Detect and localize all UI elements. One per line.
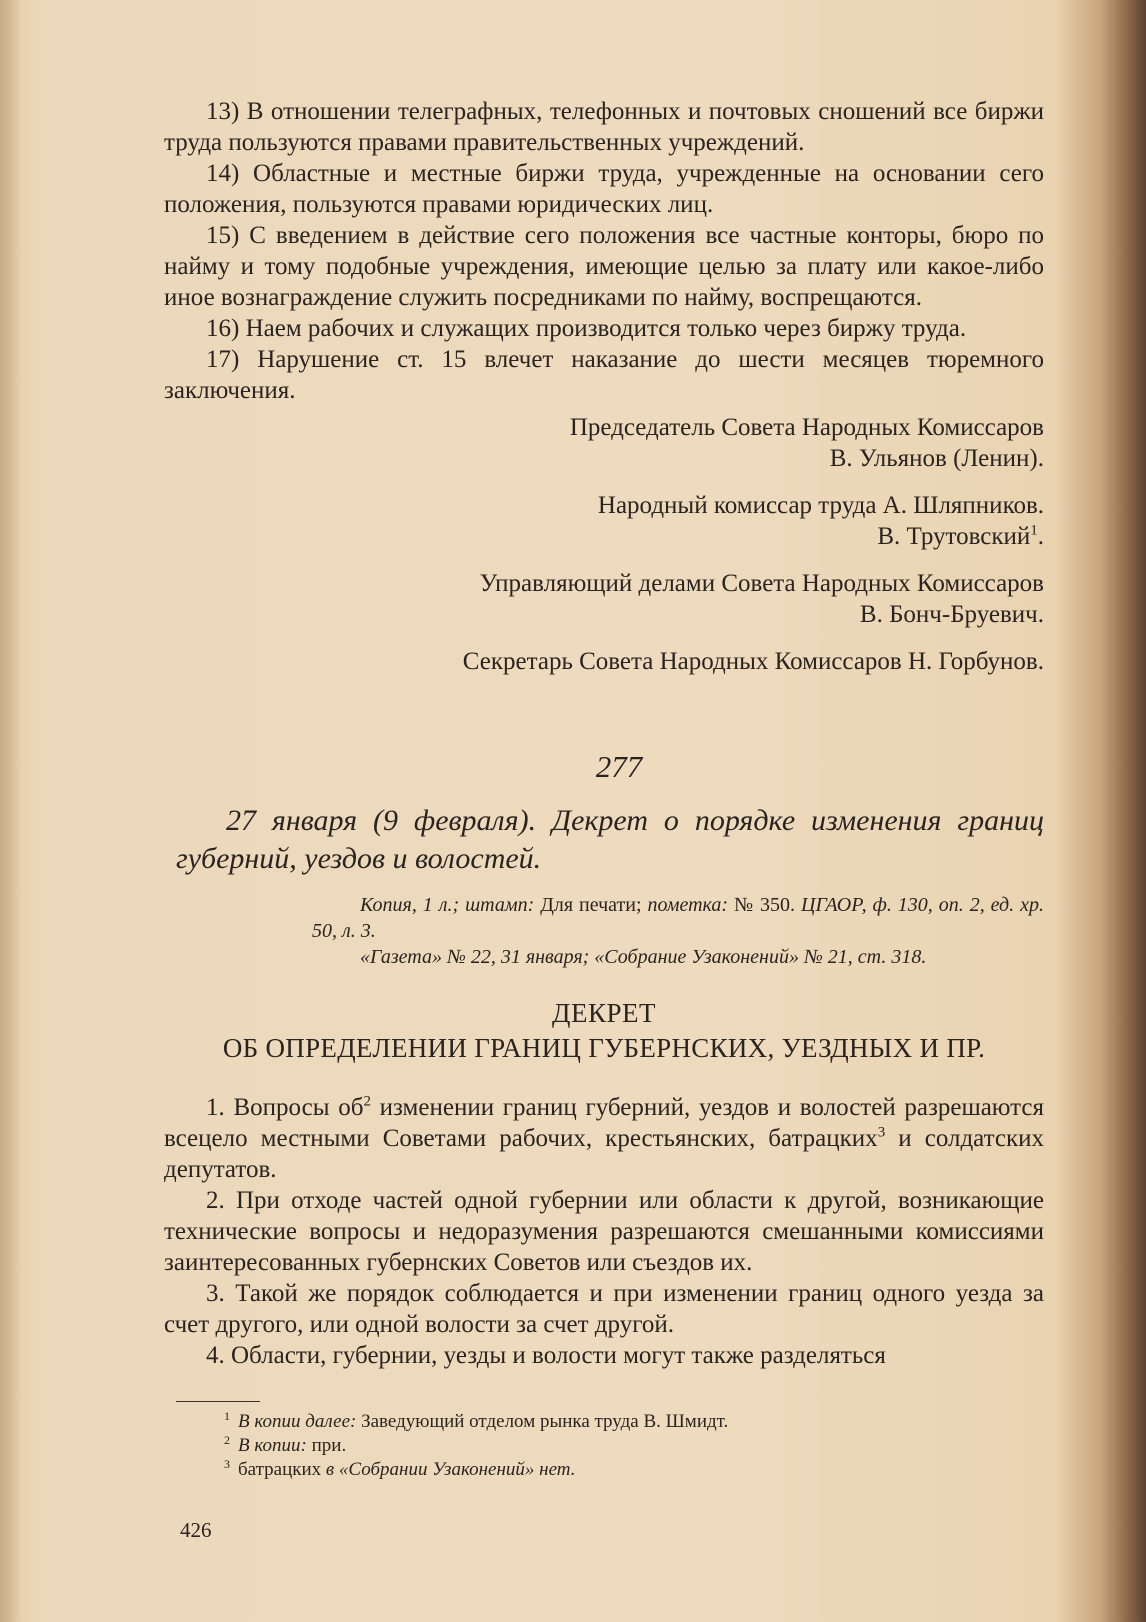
signatures [164,412,1044,677]
paragraph-number: 13) [206,98,240,125]
footnote-mark: 1 [224,1408,230,1423]
decree-items [164,1092,1044,1371]
signature-trutovsky [164,521,1044,552]
document-number: 277 [595,749,643,784]
item-text: изменении границ губерний, уездов и волостей разрешаются всецело местными Советами рабочих, крестьянских, батрацких [164,1094,1044,1152]
footnote-italic: В копии: [238,1435,307,1456]
signature-labor-commissar: Народный комиссар труда А. Шляпников. [597,492,1044,519]
source-line-archive [312,892,1044,944]
signature-manager-title: Управляющий делами Совета Народных Комиссаров [479,570,1044,597]
paragraph-15 [164,220,1044,313]
signature-manager-name: В. Бонч-Бруевич. [859,601,1044,628]
footnote-3 [224,1458,1044,1482]
footnote-text: при. [306,1435,347,1456]
item-text: и солдатских депутатов. [164,1125,1044,1183]
footnote-text: батрацких [238,1459,326,1480]
footnote-italic: в «Собрании Узаконений» нет. [325,1459,576,1480]
source-italic: Копия, 1 л.; штамп: [360,894,535,916]
paragraph-number: 16) [206,315,240,342]
item-text: 1. Вопросы об [206,1094,364,1121]
footnote-ref: 3 [877,1124,886,1141]
decree-item-2: 2. При отходе частей одной губернии или области к другой, возникающие технические вопросы и недоразумения разрешаются смешанными комиссиями заинтересованных губернских Советов или съездов их. [164,1187,1044,1276]
source-italic: ЦГАОР, ф. 130, оп. 2, ед. хр. 50, л. 3. [312,894,1044,942]
source-text: № 350. [728,894,801,916]
paragraph-14 [164,158,1044,220]
footnote-ref: 1 [1030,522,1038,539]
decree-title: ДЕКРЕТ [552,998,656,1028]
footnote-mark: 2 [224,1432,230,1447]
footnote-text: Заведующий отделом рынка труда В. Шмидт. [356,1411,729,1432]
paragraph-text: В отношении телеграфных, телефонных и почтовых сношений все биржи труда пользуются правами правительственных учреждений. [164,98,1044,156]
paragraph-text: Нарушение ст. 15 влечет наказание до шести месяцев тюремного заключения. [164,346,1045,404]
page-edge-shadow [0,0,22,1622]
decree-item-3: 3. Такой же порядок соблюдается и при изменении границ одного уезда за счет другого, или одной волости за счет другой. [164,1280,1044,1338]
paragraph-number: 14) [206,160,240,187]
footnote-italic: В копии далее: [238,1411,357,1432]
paragraph-text: С введением в действие сего положения все частные конторы, бюро по найму и тому подобные учреждения, имеющие целью за плату или какое-либо иное вознаграждение служить посредниками по найму, воспрещаются. [164,222,1045,311]
punctuation: . [1037,523,1044,550]
footnote-divider [176,1401,260,1402]
paragraph-17 [164,344,1044,406]
source-text: Для печати; [534,894,648,916]
page-number: 426 [180,1518,212,1542]
paragraph-text: Областные и местные биржи труда, учрежденные на основании сего положения, пользуются правами юридических лиц. [164,160,1044,218]
signature-chair-title: Председатель Совета Народных Комиссаров [569,414,1044,441]
footnote-mark: 3 [224,1456,230,1471]
source-line-publication: «Газета» № 22, 31 января; «Собрание Узаконений» № 21, ст. 318. [360,946,927,968]
paragraph-13 [164,96,1044,158]
paragraph-number: 15) [206,222,240,249]
paragraph-number: 17) [206,346,240,373]
signature-secretary: Секретарь Совета Народных Комиссаров Н. Горбунов. [462,648,1044,675]
document-source [312,892,1044,970]
decree-item-4: 4. Области, губернии, уезды и волости могут также разделяться [206,1342,886,1369]
document-heading: 27 января (9 февраля). Декрет о порядке изменения границ губерний, уездов и волостей. [176,804,1044,875]
source-italic: пометка: [647,894,729,916]
footnote-ref: 2 [363,1093,371,1110]
signature-name: В. Трутовский [877,523,1031,550]
signature-chair-name: В. Ульянов (Ленин). [829,445,1044,472]
paragraph-text: Наем рабочих и служащих производится только через биржу труда. [245,315,967,342]
decree-subtitle: ОБ ОПРЕДЕЛЕНИИ ГРАНИЦ ГУБЕРНСКИХ, УЕЗДНЫХ И ПР. [222,1033,986,1063]
footnote-1 [224,1410,1044,1434]
footnotes [224,1410,1044,1482]
footnote-2 [224,1434,1044,1458]
page-content [164,96,1044,1482]
decree-item-1 [164,1092,1044,1185]
paragraph-16 [164,313,1044,344]
